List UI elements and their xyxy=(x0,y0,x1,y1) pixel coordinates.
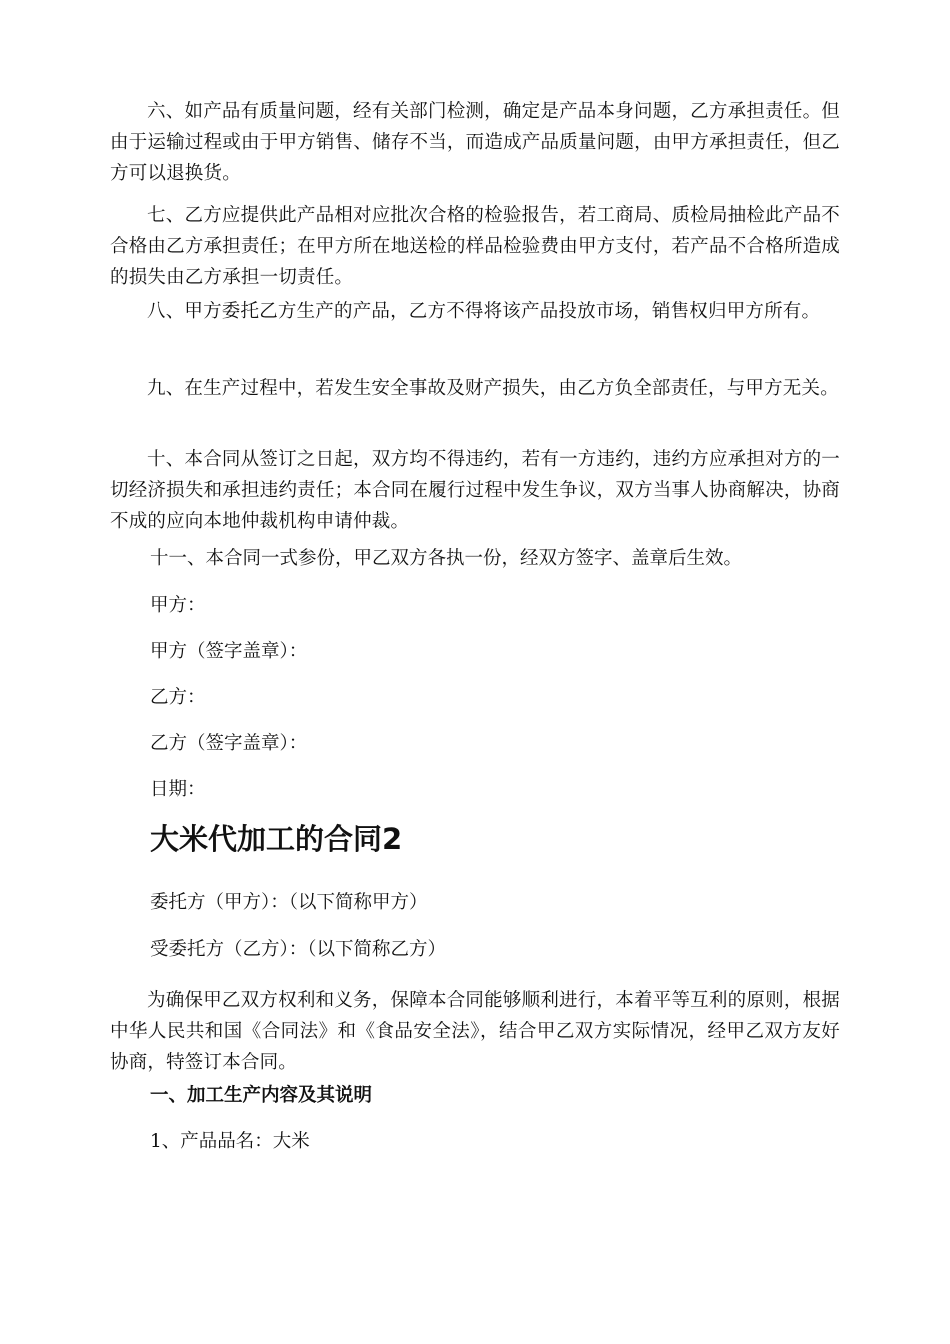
contract2-title: 大米代加工的合同2 xyxy=(150,822,403,856)
party-b-label: 乙方： xyxy=(150,687,206,708)
section1-heading: 一、加工生产内容及其说明 xyxy=(150,1085,373,1106)
clause-6: 六、如产品有质量问题，经有关部门检测，确定是产品本身问题，乙方承担责任。但由于运输过程或由于甲方销售、储存不当，而造成产品质量问题，由甲方承担责任，但乙方可以退换货。 xyxy=(110,101,840,184)
client-party-line: 委托方（甲方）：（以下简称甲方） xyxy=(150,892,428,913)
clause-10: 十、本合同从签订之日起，双方均不得违约，若有一方违约，违约方应承担对方的一切经济损失和承担违约责任；本合同在履行过程中发生争议，双方当事人协商解决，协商不成的应向本地仲裁机构申请仲裁。 xyxy=(110,449,840,532)
clause-7: 七、乙方应提供此产品相对应批次合格的检验报告，若工商局、质检局抽检此产品不合格由乙方承担责任；在甲方所在地送检的样品检验费由甲方支付，若产品不合格所造成的损失由乙方承担一切责任。 xyxy=(110,205,840,288)
party-a-label: 甲方： xyxy=(150,595,206,616)
product-name-item: 1、产品品名：大米 xyxy=(150,1131,310,1152)
clause-11: 十一、本合同一式参份，甲乙双方各执一份，经双方签字、盖章后生效。 xyxy=(150,548,743,569)
preamble-paragraph: 为确保甲乙双方权利和义务，保障本合同能够顺利进行，本着平等互利的原则，根据中华人民共和国《合同法》和《食品安全法》，结合甲乙双方实际情况，经甲乙双方友好协商，特签订本合同。 xyxy=(110,990,840,1073)
clause-9: 九、在生产过程中，若发生安全事故及财产损失，由乙方负全部责任，与甲方无关。 xyxy=(147,378,839,399)
party-a-signature-label: 甲方（签字盖章）： xyxy=(150,641,308,662)
contractor-party-line: 受委托方（乙方）：（以下简称乙方） xyxy=(150,939,447,960)
date-label: 日期： xyxy=(150,779,206,800)
party-b-signature-label: 乙方（签字盖章）： xyxy=(150,733,308,754)
clause-8: 八、甲方委托乙方生产的产品，乙方不得将该产品投放市场，销售权归甲方所有。 xyxy=(147,301,821,322)
